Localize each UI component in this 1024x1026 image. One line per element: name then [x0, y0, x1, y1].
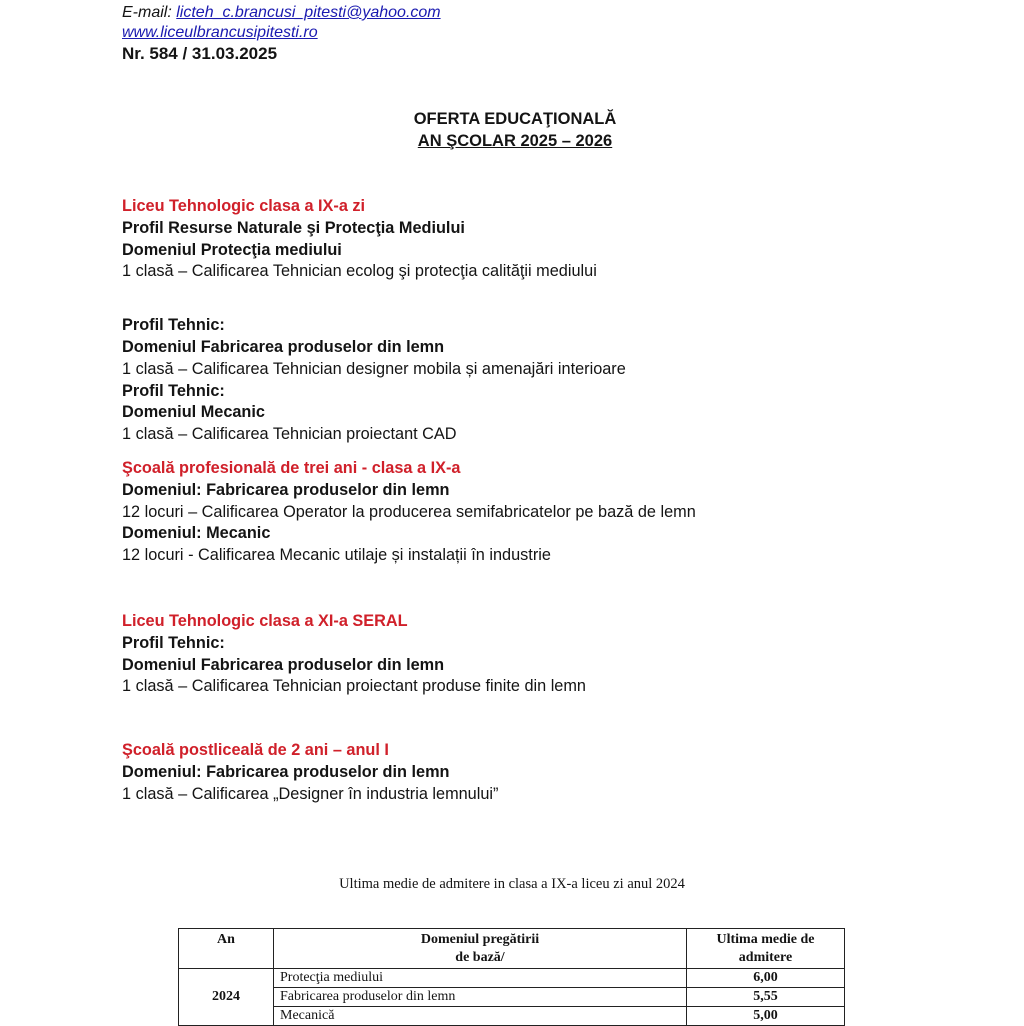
header-domain-line1: Domeniul pregătirii [420, 932, 540, 947]
header-score-line1: Ultima medie de [716, 932, 815, 947]
admission-table [178, 928, 845, 1026]
qualification-line: 12 locuri - Calificarea Mecanic utilaje și instalații în industrie [122, 546, 551, 565]
domain-cell: Fabricarea produselor din lemn [274, 988, 687, 1007]
section-heading-postliceala: Şcoală postliceală de 2 ani – anul I [122, 741, 389, 760]
spacer [122, 567, 696, 611]
header-score-line2: admitere [738, 950, 793, 965]
qualification-line: 1 clasă – Calificarea „Designer în industria lemnului” [122, 784, 499, 803]
email-link[interactable]: licteh_c.brancusi_pitesti@yahoo.com [176, 4, 441, 21]
header-domain-line2: de bază/ [455, 950, 505, 965]
profile-line: Profil Resurse Naturale şi Protecţia Mediului [122, 218, 465, 237]
profile-line: Profil Tehnic: [122, 633, 225, 652]
table-row [179, 988, 845, 1007]
table-row [179, 1007, 845, 1026]
domain-line: Domeniul: Fabricarea produselor din lemn [122, 480, 450, 499]
domain-line: Domeniul: Mecanic [122, 524, 271, 543]
section-heading-liceu-seral: Liceu Tehnologic clasa a XI-a SERAL [122, 611, 408, 630]
header-score [687, 929, 845, 969]
qualification-line: 1 clasă – Calificarea Tehnician proiectant CAD [122, 425, 457, 444]
school-year-text: AN ŞCOLAR 2025 – 2026 [417, 132, 613, 150]
qualification-line: 1 clasă – Calificarea Tehnician ecolog şi protecţia calităţii mediului [122, 262, 597, 281]
header-domain [274, 929, 687, 969]
domain-line: Domeniul Mecanic [122, 403, 265, 422]
qualification-line: 1 clasă – Calificarea Tehnician designer mobila și amenajări interioare [122, 359, 626, 378]
spacer [122, 698, 696, 740]
section-heading-scoala-profesionala: Şcoală profesională de trei ani - clasa a IX-a [122, 458, 461, 477]
spacer [122, 283, 696, 315]
email-label: E-mail: [122, 4, 172, 21]
admission-caption: Ultima medie de admitere in clasa a IX-a liceu zi anul 2024 [339, 876, 685, 892]
profile-line: Profil Tehnic: [122, 316, 225, 335]
domain-line: Domeniul Fabricarea produselor din lemn [122, 337, 445, 356]
qualification-line: 12 locuri – Calificarea Operator la producerea semifabricatelor pe bază de lemn [122, 502, 696, 521]
domain-cell: Protecţia mediului [274, 969, 687, 988]
admission-header-row [179, 929, 845, 969]
email-line [122, 4, 441, 22]
table-row [179, 969, 845, 988]
section-heading-liceu-zi: Liceu Tehnologic clasa a IX-a zi [122, 197, 366, 215]
website-line [122, 24, 318, 42]
website-link[interactable]: www.liceulbrancusipitesti.ro [122, 24, 318, 41]
domain-cell: Mecanică [274, 1007, 687, 1026]
domain-line: Domeniul: Fabricarea produselor din lemn [122, 762, 450, 781]
registration-number: Nr. 584 / 31.03.2025 [122, 44, 278, 63]
domain-line: Domeniul Protecţia mediului [122, 240, 342, 259]
offer-content [122, 196, 696, 806]
domain-line: Domeniul Fabricarea produselor din lemn [122, 655, 445, 674]
year-cell: 2024 [179, 969, 274, 1026]
spacer [122, 446, 696, 458]
document-title: OFERTA EDUCAŢIONALĂ [413, 110, 617, 128]
school-year-title [0, 132, 1024, 151]
qualification-line: 1 clasă – Calificarea Tehnician proiectant produse finite din lemn [122, 677, 586, 696]
profile-line: Profil Tehnic: [122, 381, 225, 400]
header-year: An [179, 929, 274, 969]
score-cell: 6,00 [687, 969, 845, 988]
score-cell: 5,00 [687, 1007, 845, 1026]
score-cell: 5,55 [687, 988, 845, 1007]
